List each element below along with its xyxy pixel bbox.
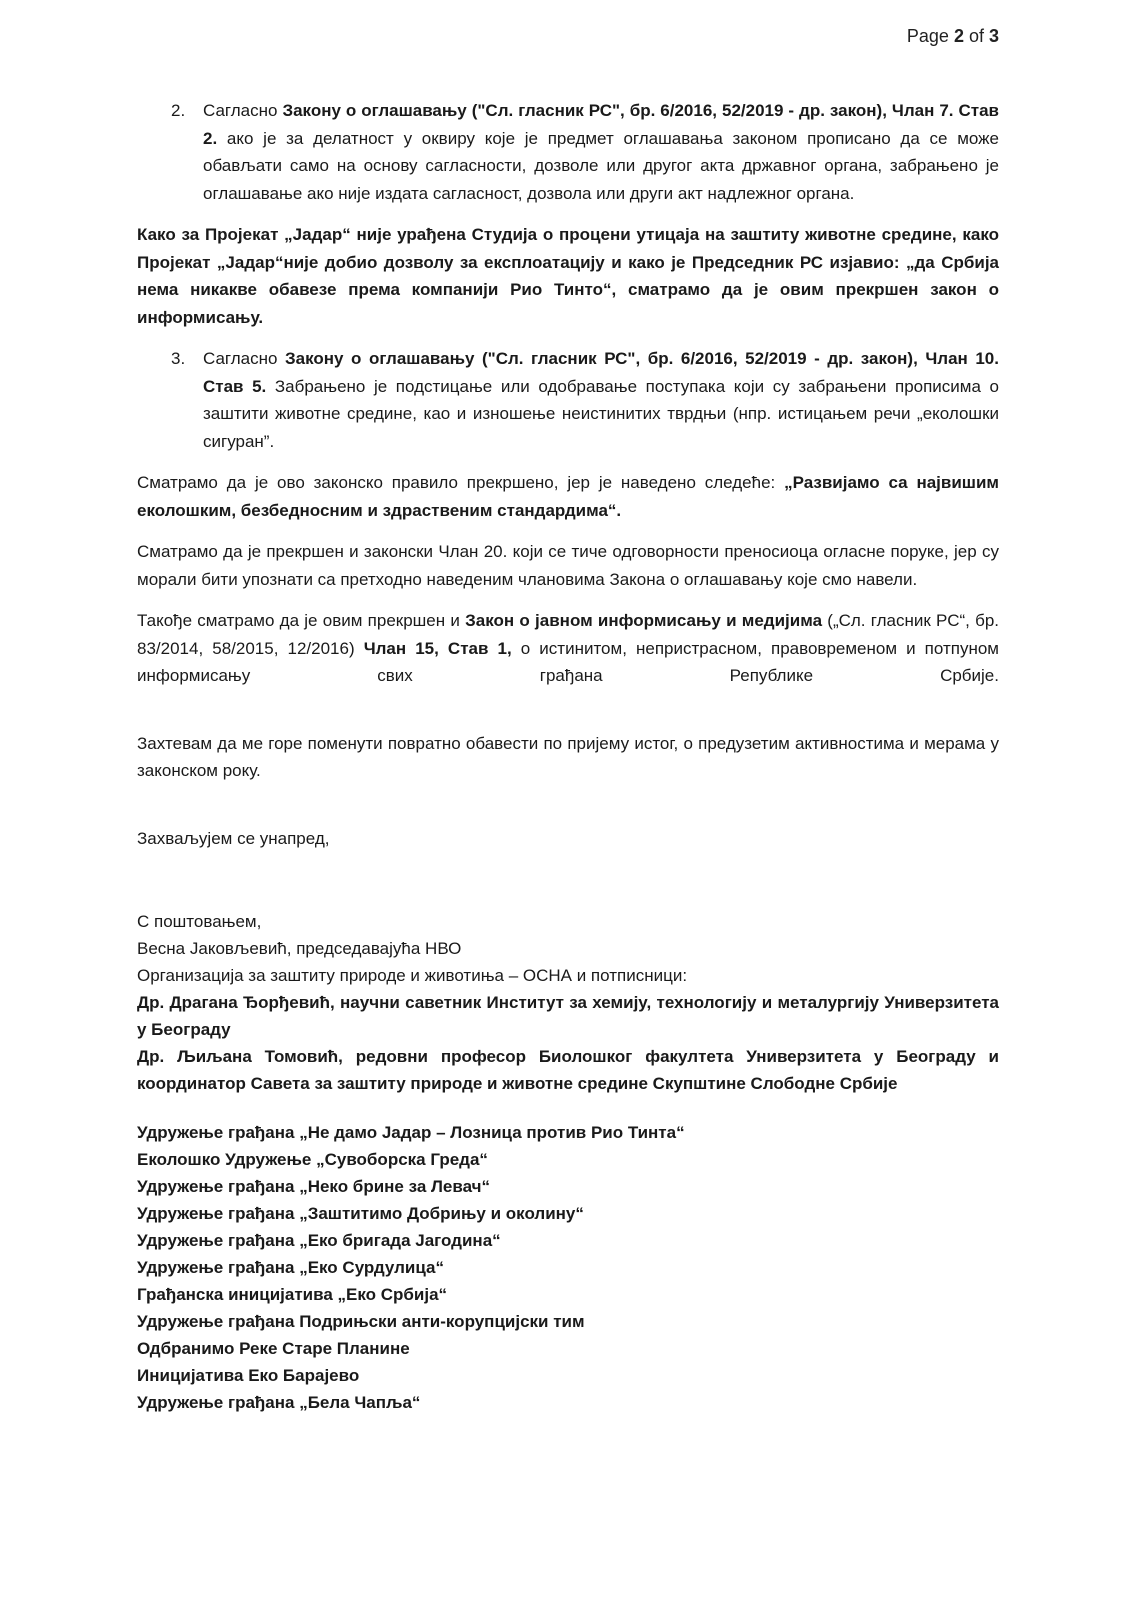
list-item: Удружење грађана „Не дамо Јадар – Лозница против Рио Тинта“	[137, 1123, 685, 1142]
law-reference: Закону о оглашавању ("Сл. гласник РС", бр. 6/2016, 52/2019 - др. закон), Члан 10. Став 5.	[203, 349, 999, 396]
list-number: 3.	[171, 349, 186, 368]
signer-organization: Организација за заштиту природе и животиња – ОСНА и потписници:	[137, 966, 688, 985]
paragraph-thanks: Захваљујем се унапред,	[137, 828, 330, 848]
text-run: Сагласно	[203, 349, 286, 368]
law-reference: Члан 15, Став 1,	[363, 638, 512, 658]
list-item-2	[171, 97, 999, 207]
list-item-3	[171, 345, 999, 455]
organization-list	[137, 1119, 999, 1416]
page-prefix: Page	[906, 26, 954, 46]
list-number: 2.	[171, 101, 186, 120]
list-item: Удружење грађана „Заштитимо Добрињу и околину“	[137, 1204, 584, 1223]
list-item-text	[203, 97, 999, 207]
document-body	[137, 97, 999, 1416]
list-item: Удружење грађана Подрињски анти-корупцијски тим	[137, 1312, 585, 1331]
page-of: of	[963, 26, 989, 46]
signer-name: Весна Јаковљевић, председавајућа НВО	[137, 939, 462, 958]
paragraph-jadar	[137, 221, 999, 331]
paragraph-media-law	[137, 607, 999, 690]
list-item: Еколошко Удружење „Сувоборска Греда“	[137, 1150, 488, 1169]
text-run: Забрањено је подстицање или одобравање поступака који су забрањени прописима о заштити животне средине, као и изношење неистинитих тврдњи (нпр. истицањем речи „еколошки сигуран”.	[203, 376, 999, 451]
list-item: Удружење грађана „Неко брине за Левач“	[137, 1177, 491, 1196]
co-signer-1-text: Др. Драгана Ђорђевић, научни саветник Институт за хемију, технологију и металургију Универзитета у Београду	[137, 993, 999, 1039]
paragraph-request: Захтевам да ме горе поменути повратно обавести по пријему истог, о предузетим активностима и мерама у законском року.	[137, 733, 999, 780]
text-run: („Сл. гласник РС“, бр. 83/2014, 58/2015, 12/2016)	[137, 611, 1000, 658]
regards: С поштовањем,	[137, 912, 262, 931]
list-item: Иницијатива Еко Барајево	[137, 1366, 360, 1385]
co-signer-2-text: Др. Љиљана Томовић, редовни професор Биолошког факултета Универзитета у Београду и координатор Савета за заштиту природе и животне средине Скупштине Слободне Србије	[137, 1047, 999, 1093]
text-run: Сматрамо да је ово законско правило прекршено, јер је наведено следеће:	[137, 473, 785, 492]
list-item: Удружење грађана „Еко бригада Јагодина“	[137, 1231, 501, 1250]
signature-block	[137, 908, 999, 1097]
text-run: о истинитом, непристрасном, правовременом и потпуном информисању свих грађана Републике Србије.	[137, 638, 999, 685]
page-current: 2	[953, 26, 964, 46]
law-name: Закон о јавном информисању и медијима	[465, 611, 823, 630]
list-item-text	[203, 345, 999, 455]
law-reference: Закону о оглашавању ("Сл. гласник РС", бр. 6/2016, 52/2019 - др. закон), Члан 7. Став 2.	[203, 101, 999, 148]
paragraph-standards	[137, 469, 999, 524]
co-signer-1	[137, 989, 999, 1043]
paragraph-article-20: Сматрамо да је прекршен и законски Члан 20. који се тиче одговорности преносиоца огласне поруке, јер су морали бити упознати са претходно наведеним члановима Закона о оглашавању које смо навели.	[137, 542, 999, 589]
list-item: Одбранимо Реке Старе Планине	[137, 1339, 410, 1358]
text-run: Такође сматрамо да је овим прекршен и	[137, 611, 466, 630]
quoted-claim: „Развијамо са највишим еколошким, безбедносним и здраственим стандардима“.	[137, 473, 999, 520]
bold-statement: Како за Пројекат „Јадар“ није урађена Студија о процени утицаја на заштиту животне средине, како Пројекат „Јадар“није добио дозволу за експлоатацију и како је Председник РС изјавио: „да Србија нема никакве обавезе према компанији Рио Тинто“, сматрамо да је овим прекршен закон о информисању.	[137, 225, 999, 327]
co-signer-2	[137, 1043, 999, 1097]
list-item: Удружење грађана „Еко Сурдулица“	[137, 1258, 444, 1277]
list-item: Грађанска иницијатива „Еко Србија“	[137, 1285, 448, 1304]
text-run: ако је за делатност у оквиру које је предмет оглашавања законом прописано да се може обављати само на основу сагласности, дозволе или другог акта државног органа, забрањено је оглашавање ако није издата сагласност, дозвола или други акт надлежног органа.	[203, 128, 999, 203]
page-total: 3	[988, 26, 999, 46]
list-item: Удружење грађана „Бела Чапља“	[137, 1393, 421, 1412]
text-run: Сагласно	[203, 101, 283, 120]
page-number	[907, 26, 999, 47]
